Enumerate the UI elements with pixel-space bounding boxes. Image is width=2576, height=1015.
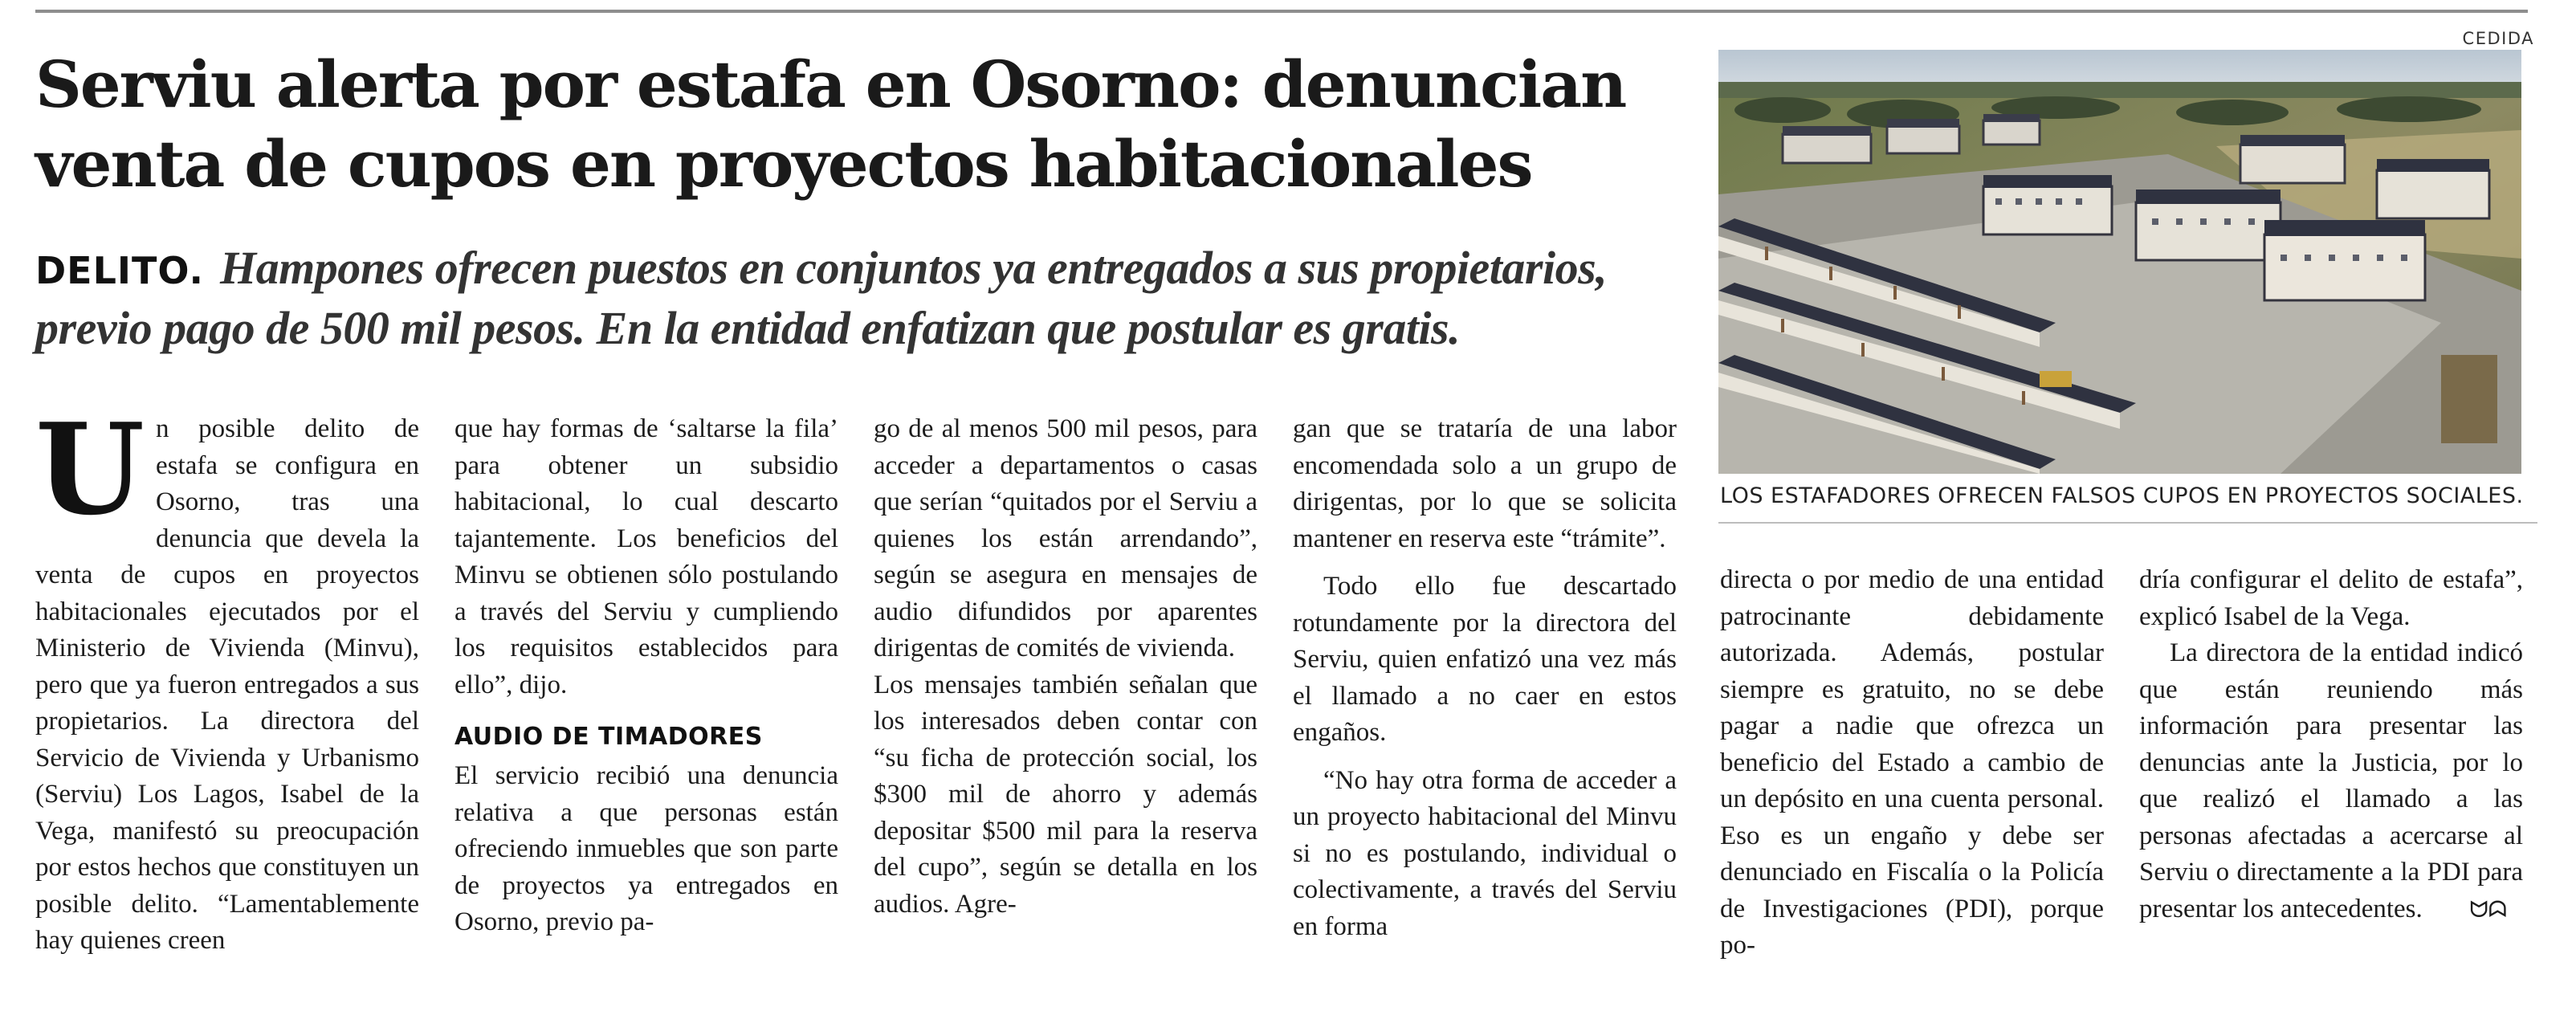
top-rule — [35, 10, 2528, 13]
deck — [35, 239, 1681, 357]
col6-paragraph-2 — [2139, 635, 2523, 927]
col2-paragraph-2: El servicio recibió una denuncia relativa a que personas están ofreciendo inmuebles que son parte de proyectos ya entregados en Osorno, previo pa- — [454, 761, 838, 936]
col5-paragraph-1: directa o por medio de una entidad patrocinante debidamente autorizada. Además, postular siempre es gratuito, no se debe pagar a nadie que ofrezca un beneficio del Estado a cambio de un depósito en una cuenta personal. Eso es un engaño y debe ser denunciado en Fiscalía o la Policía de Investigaciones (PDI), porque po- — [1720, 565, 2104, 960]
body-column-5 — [1720, 562, 2104, 964]
aerial-photo-housing-project — [1718, 50, 2521, 474]
photo-credit: CEDIDA — [2462, 29, 2534, 48]
headline-line-2: venta de cupos en proyectos habitacionales — [35, 126, 1532, 202]
col6-paragraph-2-text: La directora de la entidad indicó que están reuniendo más información para presentar las denuncias ante la Justicia, por lo que realizó el llamado a las personas afectadas a acercarse al Serviu o directamente a la PDI para presentar los antecedentes. — [2139, 638, 2523, 923]
col3-paragraph-1: go de al menos 500 mil pesos, para acceder a departamentos o casas que serían “quitados por el Serviu a quienes los están arrendando”, según se asegura en mensajes de audio difundidos por aparentes dirigentas de comités de vivienda. — [874, 414, 1257, 662]
col2-paragraph-1: que hay formas de ‘saltarse la fila’ para obtener un subsidio habitacional, lo cual descarto tajantemente. Los beneficios del Minvu se obtienen sólo postulando a través del Serviu y cumpliendo los requisitos establecidos para ello”, dijo. — [454, 414, 838, 699]
end-mark: ᗢᗣ — [2469, 895, 2507, 923]
body-column-2 — [454, 411, 838, 941]
caption-rule — [1718, 522, 2537, 524]
subhead-audio: AUDIO DE TIMADORES — [454, 723, 763, 751]
col3-paragraph-2: Los mensajes también señalan que los interesados deben contar con “su ficha de protección social, los $300 mil de ahorro y además depositar $500 mil para la reserva del cupo”, según se detalla en los audios. Agre- — [874, 670, 1257, 919]
body-column-6 — [2139, 562, 2523, 927]
body-column-3 — [874, 411, 1257, 923]
headline — [35, 45, 1673, 204]
col4-paragraph-2: Todo ello fue descartado rotundamente por la directora del Serviu, quien enfatizó una vez más el llamado a no caer en estos engaños. — [1293, 572, 1677, 747]
drop-cap: U — [35, 396, 145, 543]
deck-line-2: previo pago de 500 mil pesos. En la entidad enfatizan que postular es gratis. — [35, 302, 1461, 354]
col1-paragraph-1: n posible delito de estafa se configura en Osorno, tras una denuncia que devela la venta de cupos en proyectos habitacionales ejecutados por el Ministerio de Vivienda (Minvu), pero que ya fueron entregados a sus propietarios. La directora del Servicio de Vivienda y Urbanismo (Serviu) Los Lagos, Isabel de la Vega, manifestó su preocupación por estos hechos que constituyen un posible delito. “Lamentablemente hay quienes creen — [35, 414, 419, 955]
headline-line-1: Serviu alerta por estafa en Osorno: denuncian — [35, 47, 1626, 122]
col4-paragraph-3: “No hay otra forma de acceder a un proyecto habitacional del Minvu si no es postulando, individual o colectivamente, a través del Serviu en forma — [1293, 765, 1677, 941]
col4-paragraph-1: gan que se trataría de una labor encomendada solo a un grupo de dirigentas, por lo que se solicita mantener en reserva este “trámite”. — [1293, 414, 1677, 553]
body-column-4 — [1293, 411, 1677, 945]
body-column-1 — [35, 396, 419, 960]
photo-caption: LOS ESTAFADORES OFRECEN FALSOS CUPOS EN PROYECTOS SOCIALES. — [1720, 483, 2524, 508]
deck-line-1: Hampones ofrecen puestos en conjuntos ya entregados a sus propietarios, — [219, 242, 1608, 294]
kicker: DELITO. — [35, 249, 204, 292]
col6-paragraph-1: dría configurar el delito de estafa”, explicó Isabel de la Vega. — [2139, 565, 2523, 631]
